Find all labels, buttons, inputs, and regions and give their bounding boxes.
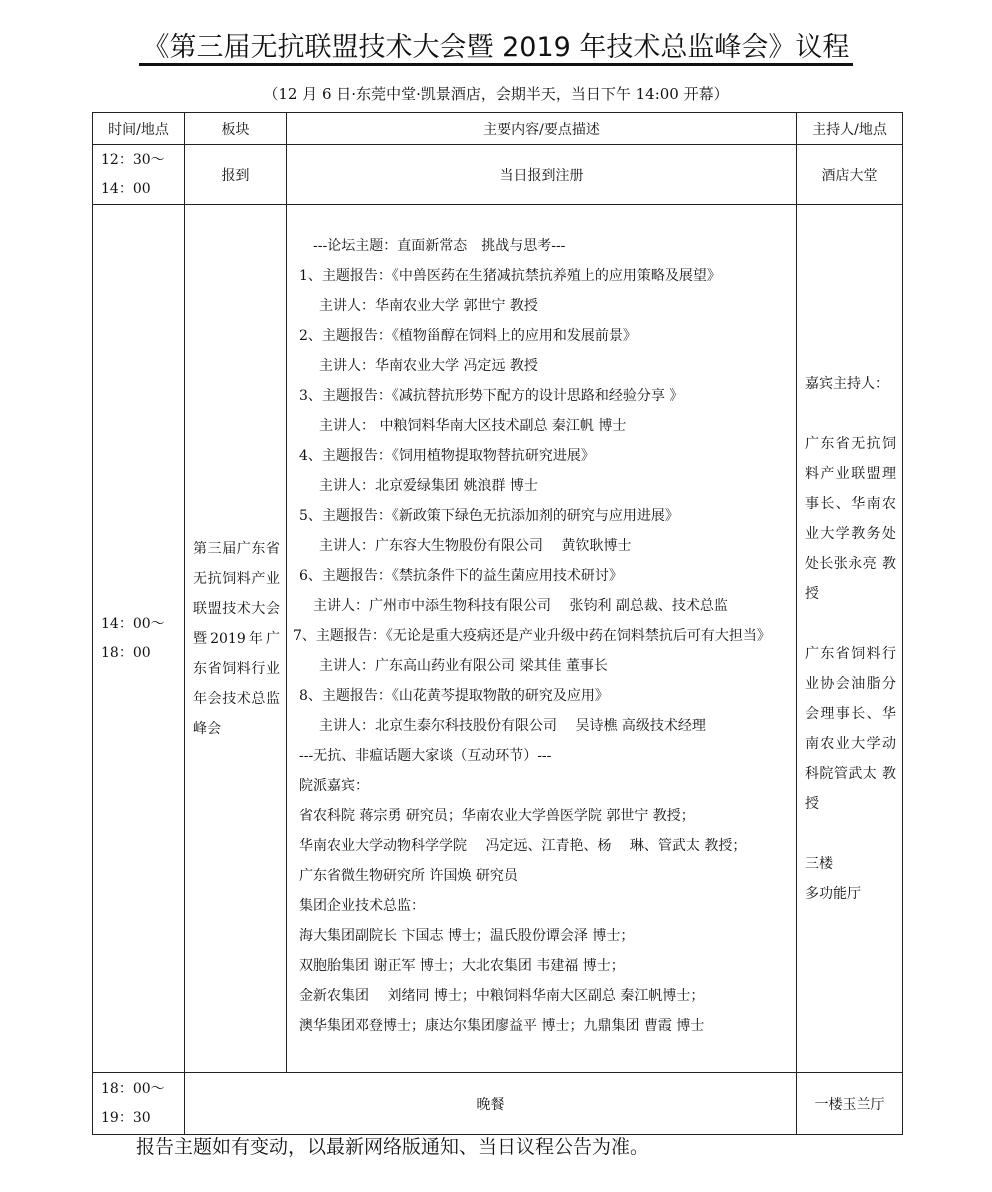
header-content: 主要内容/要点描述	[287, 113, 797, 145]
time-cell: 14：00～ 18：00	[93, 205, 185, 1073]
host-cell: 酒店大堂	[797, 145, 903, 205]
block-cell: 第三届广东省无抗饲料产业联盟技术大会暨2019年广东省饲料行业年会技术总监峰会	[185, 205, 287, 1073]
location: 多功能厅	[805, 885, 861, 902]
time-cell: 12：30～ 14：00	[93, 145, 185, 205]
header-block: 板块	[185, 113, 287, 145]
header-time: 时间/地点	[93, 113, 185, 145]
list-item: 4、主题报告：《饲用植物提取物替抗研究进展》	[299, 448, 595, 464]
list-item: 集团企业技术总监：	[299, 898, 425, 914]
forum-theme: ---论坛主题：直面新常态 挑战与思考---	[313, 238, 566, 254]
list-item: 主讲人：华南农业大学 郭世宁 教授	[319, 298, 538, 314]
list-item: 金新农集团 刘绪同 博士；中粮饲料华南大区副总 秦江帆博士；	[299, 988, 705, 1004]
discussion-title: ---无抗、非瘟话题大家谈（互动环节）---	[299, 748, 552, 764]
list-item: 广东省微生物研究所 许国焕 研究员	[299, 868, 518, 884]
list-item: 海大集团副院长 卞国志 博士；温氏股份谭会泽 博士；	[299, 928, 635, 944]
page-title: 《第三届无抗联盟技术大会暨 2019 年技术总监峰会》议程	[0, 28, 992, 68]
table-row	[93, 205, 903, 1073]
list-item: 主讲人：广东容大生物股份有限公司 黄钦耿博士	[319, 538, 632, 554]
table-header-row	[93, 113, 903, 145]
content-cell: 晚餐	[185, 1073, 797, 1135]
host-name: 广东省无抗饲料产业联盟理事长、华南农业大学教务处处长张永亮 教授	[805, 435, 896, 602]
host-label: 嘉宾主持人：	[805, 375, 889, 392]
content-cell	[287, 205, 797, 1073]
host-name: 广东省饲料行业协会油脂分会理事长、华南农业大学动科院管武太 教授	[805, 645, 896, 812]
list-item: 主讲人：华南农业大学 冯定远 教授	[319, 358, 538, 374]
list-item: 院派嘉宾：	[299, 778, 369, 794]
list-item: 双胞胎集团 谢正军 博士；大北农集团 韦建福 博士；	[299, 958, 625, 974]
list-item: 5、主题报告：《新政策下绿色无抗添加剂的研究与应用进展》	[299, 508, 679, 524]
list-item: 6、主题报告：《禁抗条件下的益生菌应用技术研讨》	[299, 568, 623, 584]
list-item: 主讲人： 中粮饲料华南大区技术副总 秦江帆 博士	[319, 418, 627, 434]
list-item: 华南农业大学动物科学学院 冯定远、江青艳、杨 琳、管武太 教授；	[299, 838, 747, 854]
agenda-table	[92, 112, 903, 1135]
list-item: 主讲人：北京生泰尔科技股份有限公司 吴诗樵 高级技术经理	[319, 718, 706, 734]
host-cell	[797, 205, 903, 1073]
list-item: 省农科院 蒋宗勇 研究员；华南农业大学兽医学院 郭世宁 教授；	[299, 808, 695, 824]
list-item: 8、主题报告：《山花黄芩提取物散的研究及应用》	[299, 688, 609, 704]
list-item: 1、主题报告：《中兽医药在生猪减抗禁抗养殖上的应用策略及展望》	[299, 268, 721, 284]
list-item: 主讲人：广东高山药业有限公司 梁其佳 董事长	[319, 658, 608, 674]
list-item: 澳华集团邓登博士；康达尔集团廖益平 博士；九鼎集团 曹霞 博士	[299, 1018, 705, 1034]
list-item: 主讲人：广州市中添生物科技有限公司 张钧利 副总裁、技术总监	[313, 598, 728, 614]
block-cell: 报到	[185, 145, 287, 205]
list-item: 7、主题报告：《无论是重大疫病还是产业升级中药在饲料禁抗后可有大担当》	[293, 628, 771, 644]
table-row	[93, 1073, 903, 1135]
host-cell: 一楼玉兰厅	[797, 1073, 903, 1135]
location: 三楼	[805, 855, 833, 872]
list-item: 2、主题报告：《植物甾醇在饲料上的应用和发展前景》	[299, 328, 637, 344]
header-host: 主持人/地点	[797, 113, 903, 145]
list-item: 3、主题报告：《减抗替抗形势下配方的设计思路和经验分享 》	[299, 388, 684, 404]
list-item: 主讲人：北京爱绿集团 姚浪群 博士	[319, 478, 538, 494]
content-cell: 当日报到注册	[287, 145, 797, 205]
footer-note: 报告主题如有变动，以最新网络版通知、当日议程公告为准。	[136, 1136, 650, 1158]
page-subtitle: （12 月 6 日·东莞中堂·凯景酒店，会期半天，当日下午 14:00 开幕）	[263, 85, 729, 103]
time-cell: 18：00～ 19：30	[93, 1073, 185, 1135]
table-row	[93, 145, 903, 205]
